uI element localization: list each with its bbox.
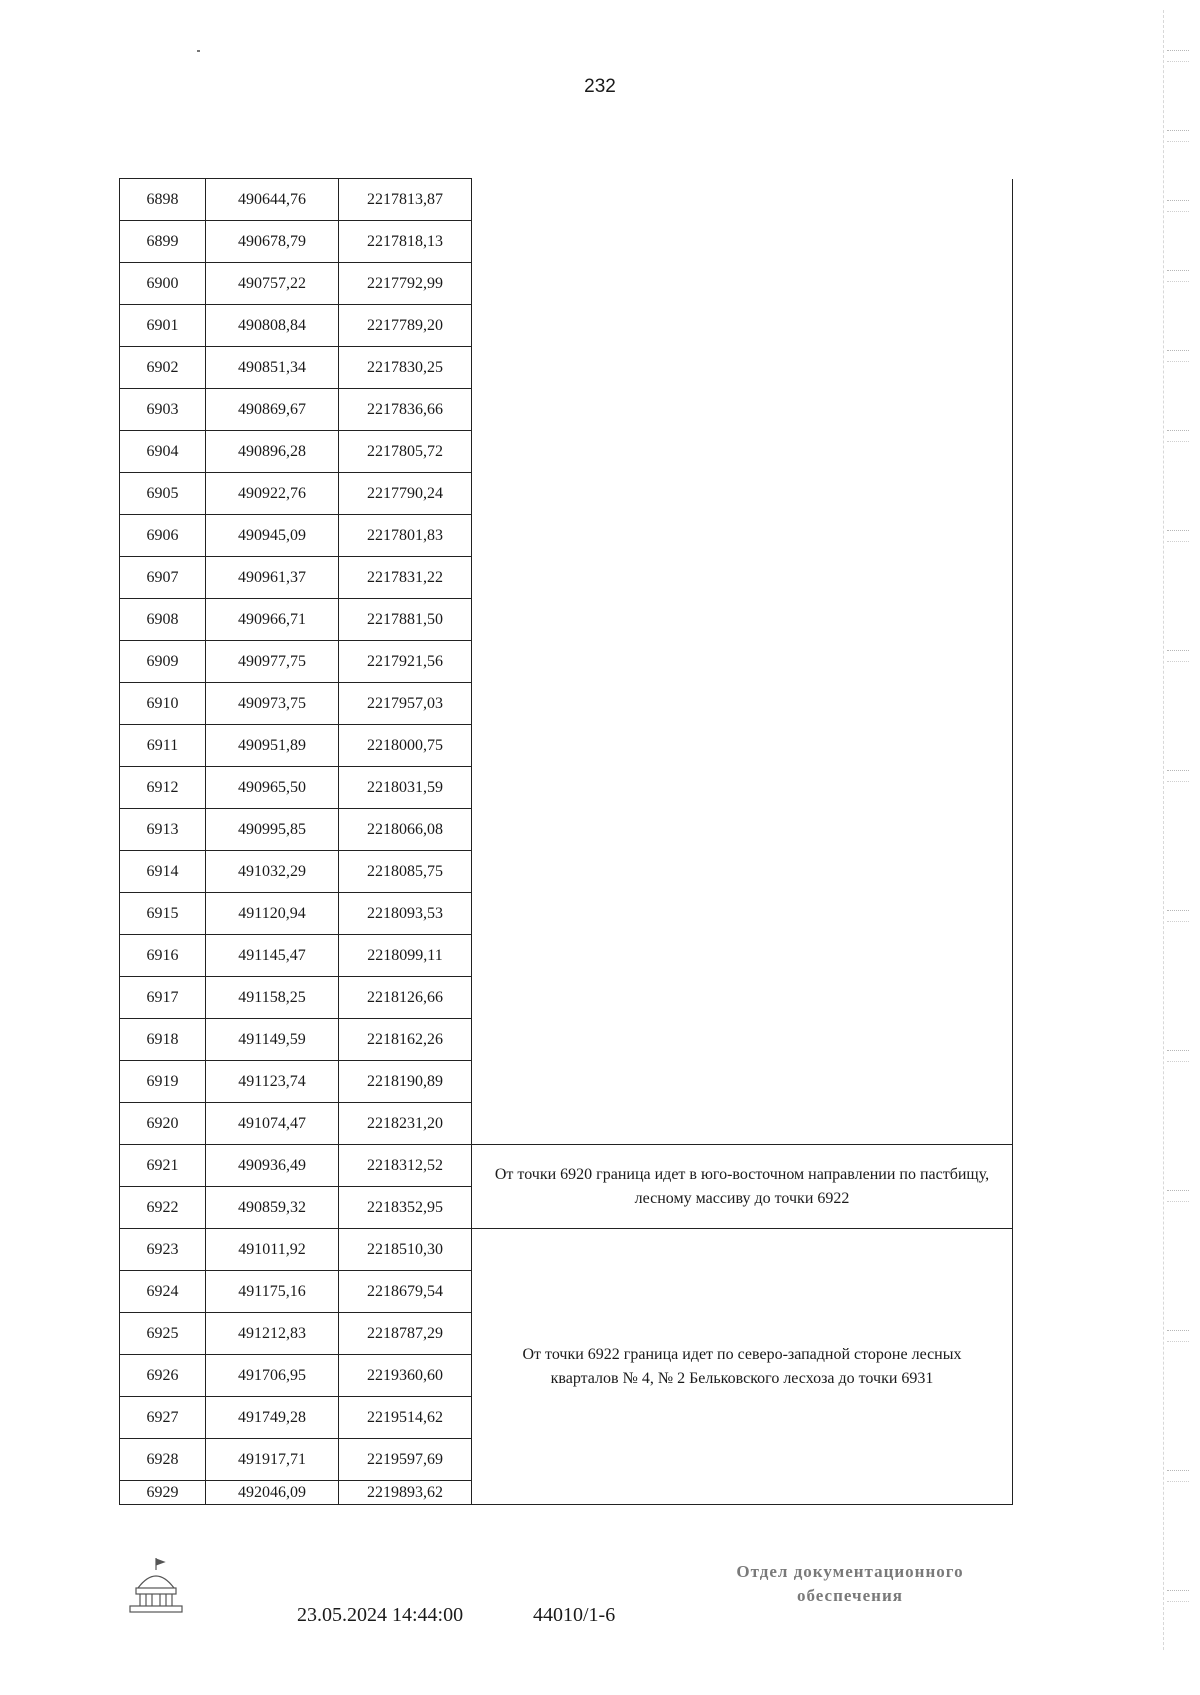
x-coordinate-cell: 490808,84 xyxy=(206,305,339,347)
y-coordinate-cell: 2218126,66 xyxy=(339,977,472,1019)
y-coordinate-cell: 2218099,11 xyxy=(339,935,472,977)
building-dome-icon xyxy=(126,1556,186,1616)
point-number-cell: 6920 xyxy=(120,1103,206,1145)
point-number-cell: 6924 xyxy=(120,1271,206,1313)
department-line-1: Отдел документационного xyxy=(736,1562,964,1581)
point-number-cell: 6926 xyxy=(120,1355,206,1397)
boundary-description-1: От точки 6920 граница идет в юго-восточном направлении по пастбищу, лесному массиву до точки 6922 xyxy=(472,1145,1013,1229)
point-number-cell: 6929 xyxy=(120,1481,206,1505)
point-number-cell: 6909 xyxy=(120,641,206,683)
y-coordinate-cell: 2218352,95 xyxy=(339,1187,472,1229)
point-number-cell: 6908 xyxy=(120,599,206,641)
point-number-cell: 6900 xyxy=(120,263,206,305)
x-coordinate-cell: 491011,92 xyxy=(206,1229,339,1271)
point-number-cell: 6916 xyxy=(120,935,206,977)
x-coordinate-cell: 491149,59 xyxy=(206,1019,339,1061)
point-number-cell: 6902 xyxy=(120,347,206,389)
y-coordinate-cell: 2217836,66 xyxy=(339,389,472,431)
y-coordinate-cell: 2217957,03 xyxy=(339,683,472,725)
point-number-cell: 6922 xyxy=(120,1187,206,1229)
y-coordinate-cell: 2218787,29 xyxy=(339,1313,472,1355)
x-coordinate-cell: 491212,83 xyxy=(206,1313,339,1355)
description-cell-empty xyxy=(472,179,1013,1145)
y-coordinate-cell: 2218190,89 xyxy=(339,1061,472,1103)
point-number-cell: 6919 xyxy=(120,1061,206,1103)
x-coordinate-cell: 491706,95 xyxy=(206,1355,339,1397)
x-coordinate-cell: 490896,28 xyxy=(206,431,339,473)
y-coordinate-cell: 2218231,20 xyxy=(339,1103,472,1145)
point-number-cell: 6913 xyxy=(120,809,206,851)
x-coordinate-cell: 490851,34 xyxy=(206,347,339,389)
y-coordinate-cell: 2219360,60 xyxy=(339,1355,472,1397)
y-coordinate-cell: 2217921,56 xyxy=(339,641,472,683)
y-coordinate-cell: 2218093,53 xyxy=(339,893,472,935)
x-coordinate-cell: 490678,79 xyxy=(206,221,339,263)
x-coordinate-cell: 490966,71 xyxy=(206,599,339,641)
y-coordinate-cell: 2218000,75 xyxy=(339,725,472,767)
point-number-cell: 6906 xyxy=(120,515,206,557)
point-number-cell: 6914 xyxy=(120,851,206,893)
y-coordinate-cell: 2217881,50 xyxy=(339,599,472,641)
table-row xyxy=(120,179,1013,221)
point-number-cell: 6903 xyxy=(120,389,206,431)
point-number-cell: 6907 xyxy=(120,557,206,599)
point-number-cell: 6915 xyxy=(120,893,206,935)
y-coordinate-cell: 2219893,62 xyxy=(339,1481,472,1505)
point-number-cell: 6899 xyxy=(120,221,206,263)
x-coordinate-cell: 490644,76 xyxy=(206,179,339,221)
scanner-edge-marks xyxy=(1163,10,1194,1650)
x-coordinate-cell: 490961,37 xyxy=(206,557,339,599)
x-coordinate-cell: 490973,75 xyxy=(206,683,339,725)
x-coordinate-cell: 491175,16 xyxy=(206,1271,339,1313)
x-coordinate-cell: 491917,71 xyxy=(206,1439,339,1481)
x-coordinate-cell: 490757,22 xyxy=(206,263,339,305)
y-coordinate-cell: 2217801,83 xyxy=(339,515,472,557)
y-coordinate-cell: 2219514,62 xyxy=(339,1397,472,1439)
page-number: 232 xyxy=(584,76,616,97)
x-coordinate-cell: 491145,47 xyxy=(206,935,339,977)
point-number-cell: 6904 xyxy=(120,431,206,473)
point-number-cell: 6912 xyxy=(120,767,206,809)
point-number-cell: 6921 xyxy=(120,1145,206,1187)
x-coordinate-cell: 491158,25 xyxy=(206,977,339,1019)
y-coordinate-cell: 2218679,54 xyxy=(339,1271,472,1313)
department-line-2: обеспечения xyxy=(797,1586,903,1605)
x-coordinate-cell: 490922,76 xyxy=(206,473,339,515)
table-body xyxy=(120,179,1013,1505)
y-coordinate-cell: 2218031,59 xyxy=(339,767,472,809)
point-number-cell: 6910 xyxy=(120,683,206,725)
point-number-cell: 6911 xyxy=(120,725,206,767)
y-coordinate-cell: 2217830,25 xyxy=(339,347,472,389)
footer-document-code: 44010/1-6 xyxy=(533,1604,616,1626)
x-coordinate-cell: 490965,50 xyxy=(206,767,339,809)
y-coordinate-cell: 2217818,13 xyxy=(339,221,472,263)
point-number-cell: 6925 xyxy=(120,1313,206,1355)
y-coordinate-cell: 2218162,26 xyxy=(339,1019,472,1061)
table-row xyxy=(120,1229,1013,1271)
y-coordinate-cell: 2217805,72 xyxy=(339,431,472,473)
x-coordinate-cell: 491123,74 xyxy=(206,1061,339,1103)
department-stamp xyxy=(700,1560,1000,1608)
y-coordinate-cell: 2217790,24 xyxy=(339,473,472,515)
point-number-cell: 6923 xyxy=(120,1229,206,1271)
x-coordinate-cell: 490859,32 xyxy=(206,1187,339,1229)
y-coordinate-cell: 2219597,69 xyxy=(339,1439,472,1481)
point-number-cell: 6917 xyxy=(120,977,206,1019)
y-coordinate-cell: 2218312,52 xyxy=(339,1145,472,1187)
y-coordinate-cell: 2218066,08 xyxy=(339,809,472,851)
boundary-description-2: От точки 6922 граница идет по северо-западной стороне лесных кварталов № 4, № 2 Бельковского лесхоза до точки 6931 xyxy=(472,1229,1013,1505)
x-coordinate-cell: 490951,89 xyxy=(206,725,339,767)
table-row xyxy=(120,1145,1013,1187)
point-number-cell: 6927 xyxy=(120,1397,206,1439)
point-number-cell: 6918 xyxy=(120,1019,206,1061)
x-coordinate-cell: 490945,09 xyxy=(206,515,339,557)
point-number-cell: 6901 xyxy=(120,305,206,347)
x-coordinate-cell: 490977,75 xyxy=(206,641,339,683)
y-coordinate-cell: 2217813,87 xyxy=(339,179,472,221)
point-number-cell: 6898 xyxy=(120,179,206,221)
scan-speck xyxy=(197,50,200,52)
y-coordinate-cell: 2217831,22 xyxy=(339,557,472,599)
x-coordinate-cell: 491749,28 xyxy=(206,1397,339,1439)
x-coordinate-cell: 492046,09 xyxy=(206,1481,339,1505)
x-coordinate-cell: 490869,67 xyxy=(206,389,339,431)
x-coordinate-cell: 491120,94 xyxy=(206,893,339,935)
footer-datetime: 23.05.2024 14:44:00 xyxy=(297,1604,464,1626)
boundary-coordinates-table xyxy=(119,178,1013,1505)
x-coordinate-cell: 491032,29 xyxy=(206,851,339,893)
point-number-cell: 6905 xyxy=(120,473,206,515)
x-coordinate-cell: 490995,85 xyxy=(206,809,339,851)
y-coordinate-cell: 2218085,75 xyxy=(339,851,472,893)
x-coordinate-cell: 491074,47 xyxy=(206,1103,339,1145)
x-coordinate-cell: 490936,49 xyxy=(206,1145,339,1187)
point-number-cell: 6928 xyxy=(120,1439,206,1481)
y-coordinate-cell: 2217789,20 xyxy=(339,305,472,347)
y-coordinate-cell: 2218510,30 xyxy=(339,1229,472,1271)
y-coordinate-cell: 2217792,99 xyxy=(339,263,472,305)
